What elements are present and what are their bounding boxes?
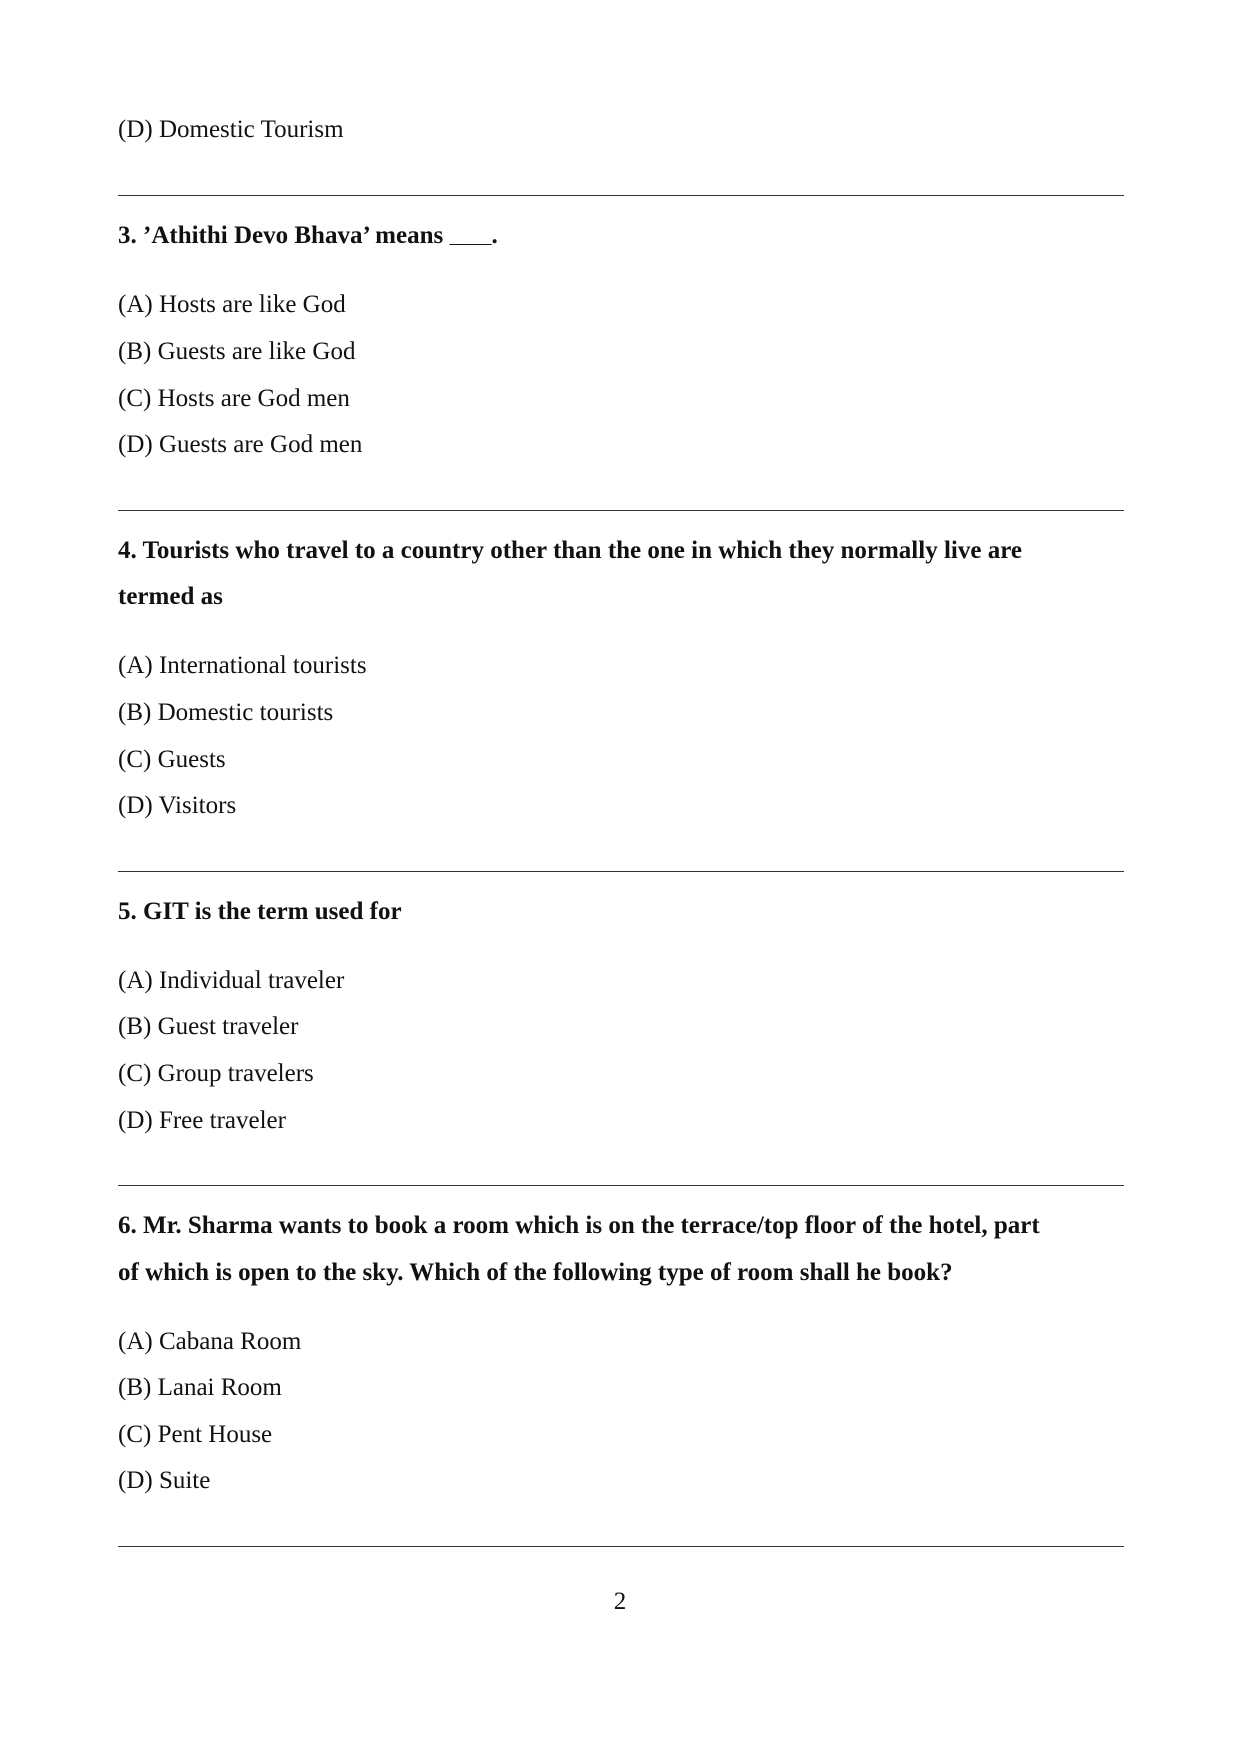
option-d: (D) Guests are God men: [118, 431, 363, 458]
option-c: (C) Pent House: [118, 1421, 273, 1448]
question-6-text-line-1: 6. Mr. Sharma wants to book a room which is on the terrace/top floor of the hotel, part: [118, 1212, 1040, 1239]
divider: [118, 1546, 1124, 1547]
option-b: (B) Guest traveler: [118, 1013, 299, 1040]
question-6-text-line-2: of which is open to the sky. Which of the following type of room shall he book?: [118, 1259, 953, 1286]
question-5-text: 5. GIT is the term used for: [118, 898, 402, 925]
option-c: (C) Group travelers: [118, 1060, 314, 1087]
option-d: (D) Free traveler: [118, 1107, 286, 1134]
page-number: 2: [613, 1588, 627, 1615]
option-d: (D) Visitors: [118, 792, 237, 819]
option-a: (A) Cabana Room: [118, 1328, 302, 1355]
option-c: (C) Hosts are God men: [118, 385, 350, 412]
option-b: (B) Lanai Room: [118, 1374, 282, 1401]
option-d: (D) Suite: [118, 1467, 211, 1494]
option-b: (B) Domestic tourists: [118, 699, 334, 726]
divider: [118, 871, 1124, 872]
divider: [118, 195, 1124, 196]
option-c: (C) Guests: [118, 746, 226, 773]
option-b: (B) Guests are like God: [118, 338, 356, 365]
question-3-text: [118, 212, 498, 263]
option-a: (A) International tourists: [118, 652, 367, 679]
option-a: (A) Hosts are like God: [118, 291, 346, 318]
divider: [118, 510, 1124, 511]
divider: [118, 1185, 1124, 1186]
answer-blank: ______: [449, 232, 492, 247]
question-4-text-line-2: termed as: [118, 583, 223, 610]
option-a: (A) Individual traveler: [118, 967, 345, 994]
question-3-stem: 3. ’Athithi Devo Bhava’ means: [118, 222, 450, 249]
carryover-option-d: (D) Domestic Tourism: [118, 116, 344, 143]
question-3-stem-end: .: [491, 222, 498, 249]
question-4-text-line-1: 4. Tourists who travel to a country other than the one in which they normally live are: [118, 537, 1022, 564]
